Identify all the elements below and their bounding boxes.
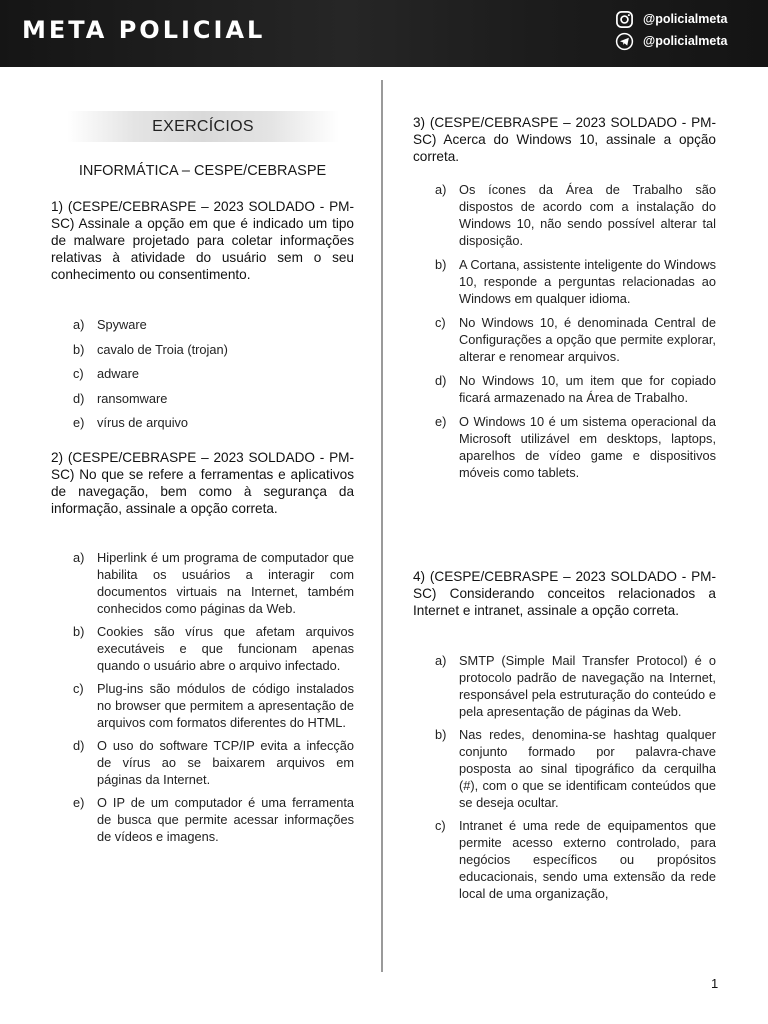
option-item[interactable]: a) SMTP (Simple Mail Transfer Protocol) é o protocolo padrão de navegação na Internet, responsável pela estruturação do conteúdo e pela apresentação de páginas da Web. [435, 653, 716, 719]
telegram-handle: @policialmeta [643, 34, 728, 48]
option-item[interactable]: b) Nas redes, denomina-se hashtag qualquer conjunto formado por palavra-chave posposta ao sinal tipográfico da cerquilha (#), com o que se identificam conteúdos que se deseja ocultar. [435, 727, 716, 810]
telegram-link[interactable] [615, 31, 727, 51]
question-2-options [51, 549, 354, 845]
option-item[interactable]: c) No Windows 10, é denominada Central de Configurações a opção que permite explorar, alterar e renomear arquivos. [435, 315, 716, 364]
option-item[interactable]: a) Os ícones da Área de Trabalho são dispostos de acordo com a instalação do Windows 10, não sendo possível alterar tal disposição. [435, 182, 716, 248]
option-item[interactable]: e) O IP de um computador é uma ferramenta de busca que permite acessar informações de vídeos e imagens. [73, 795, 354, 844]
page-header [0, 0, 768, 67]
option-item[interactable]: b) Cookies são vírus que afetam arquivos executáveis e que funcionam apenas quando o usuário abre o arquivo infectado. [73, 624, 354, 673]
instagram-handle: @policialmeta [643, 12, 728, 26]
option-item[interactable]: c) Plug-ins são módulos de código instalados no browser que permitem a apresentação de arquivos com formatos diferentes do HTML. [73, 681, 354, 730]
option-item[interactable]: b) A Cortana, assistente inteligente do Windows 10, responde a perguntas relacionadas ao Windows em qualquer idioma. [435, 257, 716, 306]
option-item[interactable]: d) No Windows 10, um item que for copiado ficará armazenado na Área de Trabalho. [435, 373, 716, 405]
option-item[interactable]: d) O uso do software TCP/IP evita a infecção de vírus ao se baixarem arquivos em páginas da Internet. [73, 738, 354, 787]
option-item[interactable]: a) Spyware [73, 317, 147, 332]
question-4-options [413, 652, 716, 902]
question-2-statement: 2) (CESPE/CEBRASPE – 2023 SOLDADO - PM-SC) No que se refere a ferramentas e aplicativos de navegação, bem como à segurança da informação, assinale a opção correta. [51, 450, 354, 516]
option-item[interactable]: c) adware [73, 366, 139, 382]
question-3-statement: 3) (CESPE/CEBRASPE – 2023 SOLDADO - PM-SC) Acerca do Windows 10, assinale a opção correta. [413, 115, 716, 164]
question-1-options [51, 316, 354, 431]
brand-logo: META POLICIAL [22, 16, 266, 44]
option-item[interactable]: b) cavalo de Troia (trojan) [73, 341, 228, 357]
section-title: EXERCÍCIOS [67, 111, 339, 142]
question-1-statement: 1) (CESPE/CEBRASPE – 2023 SOLDADO - PM-SC) Assinale a opção em que é indicado um tipo de malware projetado para coletar informações relativas à atividade do usuário sem o seu conhecimento ou consentimento. [51, 199, 354, 282]
question-3-options [413, 181, 716, 481]
instagram-icon [615, 10, 634, 29]
telegram-icon [615, 32, 634, 51]
option-item[interactable]: d) ransomware [73, 390, 168, 406]
option-item[interactable]: c) Intranet é uma rede de equipamentos que permite acesso externo controlado, para negócios específicos ou propósitos educacionais, sendo uma extensão da rede local de uma organização, [435, 818, 716, 901]
instagram-link[interactable] [615, 9, 727, 29]
column-divider [381, 80, 383, 972]
page-number: 1 [711, 976, 719, 991]
option-item[interactable]: a) Hiperlink é um programa de computador que habilita os usuários a interagir com documentos virtuais na Internet, também conhecidos como páginas da Web. [73, 550, 354, 616]
question-4-statement: 4) (CESPE/CEBRASPE – 2023 SOLDADO - PM-SC) Considerando conceitos relacionados a Internet e intranet, assinale a opção correta. [413, 569, 716, 618]
option-item[interactable]: e) O Windows 10 é um sistema operacional da Microsoft utilizável em desktops, laptops, aparelhos de vídeo game e dispositivos móveis como tablets. [435, 414, 716, 480]
subject-title: INFORMÁTICA – CESPE/CEBRASPE [78, 163, 327, 179]
option-item[interactable]: e) vírus de arquivo [73, 415, 189, 431]
